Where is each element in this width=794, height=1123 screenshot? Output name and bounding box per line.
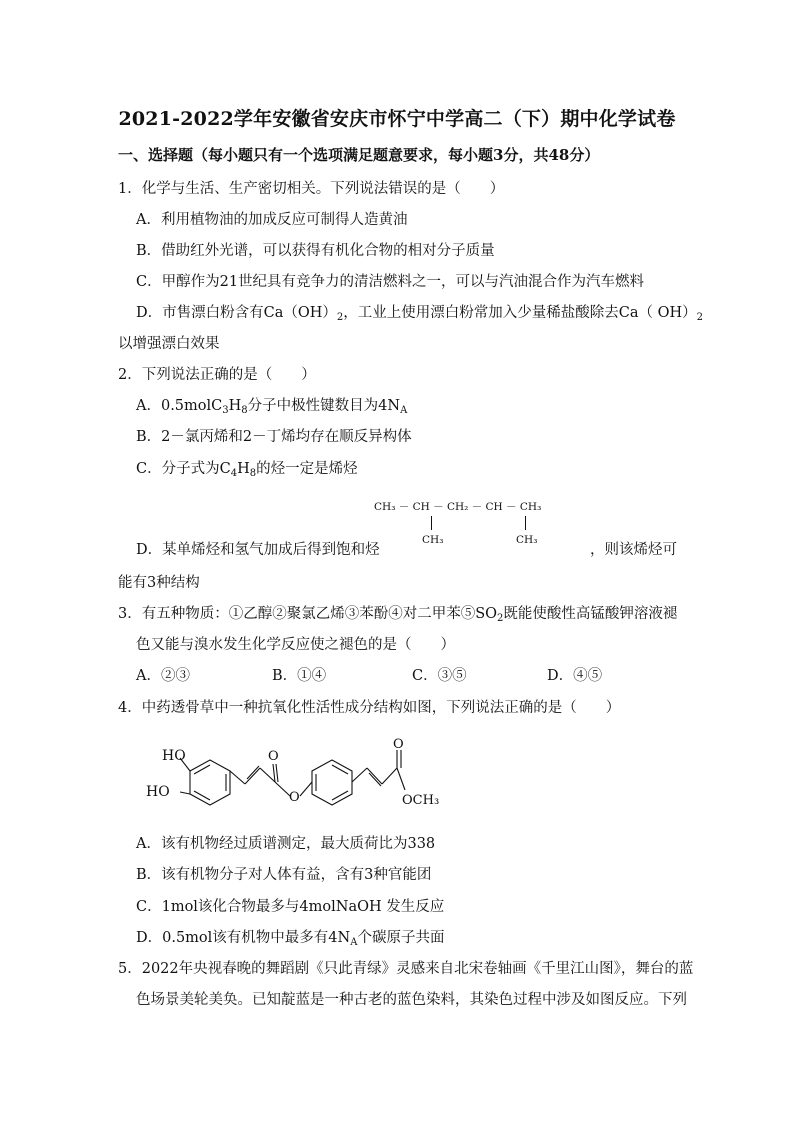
q4-struct-o-carbonyl2: O [393,738,404,752]
q3-option-b: B．①④ [272,668,327,684]
q2-option-d: D．某单烯烃和氢气加成后得到饱和烃 [136,542,380,558]
q3-option-c: C．③⑤ [412,668,467,684]
q1-option-d: D．市售漂白粉含有$Ca(OH)_2$，工业上使用漂白粉常加入少量稀盐酸除去Ca（ $OH)_2$ [136,305,704,323]
q4-structure-diagram [140,738,480,810]
q2-option-b: B．2－氯丙烯和2－丁烯均存在顺反异构体 [136,429,412,445]
q4-option-d: D．0.5mol该有机物中最多有$4N_A$个碳原子共面 [136,930,445,948]
q2-option-c: C．分子式为$C_4H_8$的烃一定是烯烃 [136,461,358,479]
q3-stem: 3．有五种物质：①乙醇②聚氯乙烯③苯酚④对二甲苯$⑤SO_2$既能使酸性高锰酸钾溶液褪 [118,606,678,624]
q4-struct-ho-top: HO [162,748,186,764]
q1-stem: 1．化学与生活、生产密切相关。下列说法错误的是（ ） [118,181,505,197]
q4-option-b: B．该有机物分子对人体有益，含有3种官能团 [136,867,432,883]
q4-struct-o-ester: O [289,790,300,805]
q2-formula-main-chain: CH₃ － CH － CH₂ － CH － CH₃ [374,501,542,513]
q2-formula-bond-left [431,516,432,530]
section-heading: 一、选择题（每小题只有一个选项满足题意要求，每小题3分，共48分） [118,146,600,164]
q4-struct-ho-bottom: HO [146,784,170,800]
q3-stem-cont: 色又能与溴水发生化学反应使之褪色的是（ ） [136,637,455,653]
q1-option-d-cont: 以增强漂白效果 [118,336,220,352]
q2-formula-bond-right [525,516,526,530]
q1-option-b: B．借助红外光谱，可以获得有机化合物的相对分子质量 [136,243,495,259]
q5-stem-line1: 5．2022年央视春晚的舞蹈剧《只此青绿》灵感来自北宋卷轴画《千里江山图》，舞台的蓝 [118,961,694,977]
q3-option-a: A．②③ [136,668,190,684]
q2-option-a: A．$0.5molC_3H_8$分子中极性键数目为$4N_A$ [136,398,408,416]
q4-stem: 4．中药透骨草中一种抗氧化性活性成分结构如图，下列说法正确的是（ ） [118,700,621,716]
q2-option-d-tail: ，则该烯烃可 [590,542,677,558]
q2-formula-branch-left: CH₃ [422,534,444,546]
q5-stem-line2: 色场景美轮美奂。已知靛蓝是一种古老的蓝色染料，其染色过程中涉及如图反应。下列 [136,992,687,1008]
q4-struct-o-carbonyl1: O [268,749,279,764]
q4-struct-och3: OCH₃ [402,793,440,808]
q2-stem: 2．下列说法正确的是（ ） [118,367,316,383]
q3-option-d: D．④⑤ [547,668,603,684]
q2-formula-branch-right: CH₃ [516,534,538,546]
q1-option-c: C．甲醇作为21世纪具有竞争力的清洁燃料之一，可以与汽油混合作为汽车燃料 [136,274,645,290]
page-title: 2021-2022学年安徽省安庆市怀宁中学高二（下）期中化学试卷 [118,108,676,130]
q4-option-c: C．1mol该化合物最多与4molNaOH 发生反应 [136,899,445,915]
q1-option-a: A．利用植物油的加成反应可制得人造黄油 [136,212,408,228]
q4-option-a: A．该有机物经过质谱测定，最大质荷比为338 [136,836,436,852]
q2-option-d-cont: 能有3种结构 [118,575,200,591]
